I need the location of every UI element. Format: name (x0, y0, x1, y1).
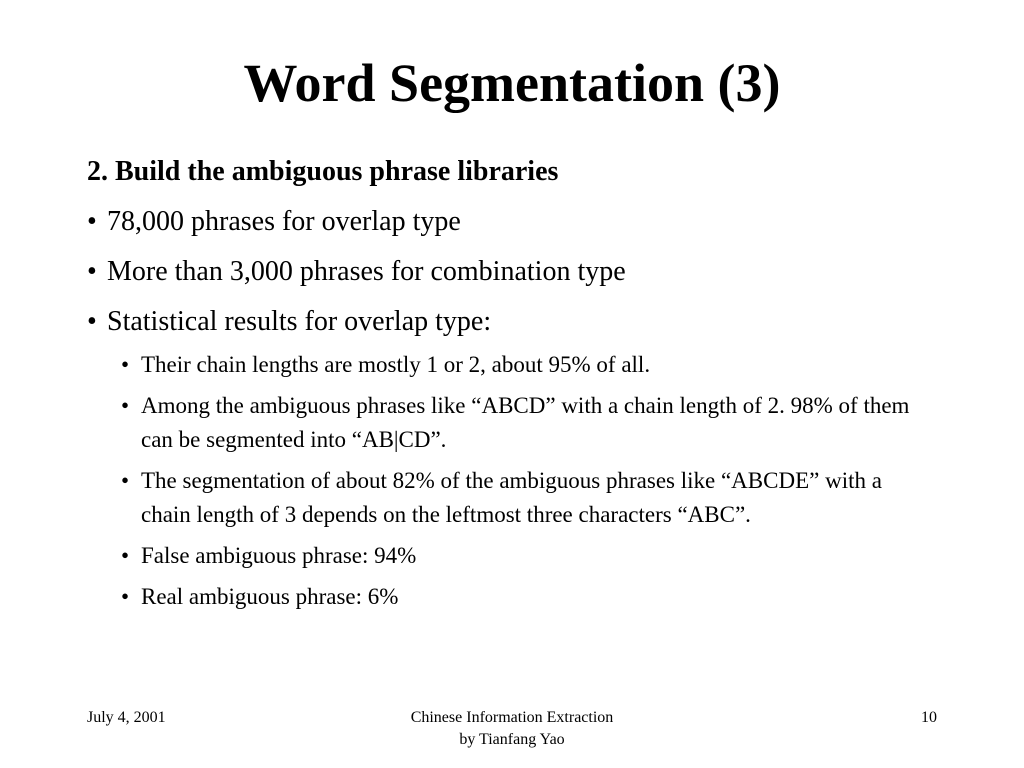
footer-author: by Tianfang Yao (459, 731, 565, 748)
footer-title-line1: Chinese Information Extraction (410, 709, 614, 726)
sub-bullet-text: Their chain lengths are mostly 1 or 2, about 95% of all. (141, 352, 651, 377)
section-heading: 2. Build the ambiguous phrase libraries (87, 156, 559, 187)
bullet-text: More than 3,000 phrases for combination type (107, 256, 626, 287)
bullet-item-overlap-count (87, 200, 957, 244)
bullet-icon: • (121, 468, 130, 493)
bullet-item-combination-count (87, 250, 957, 294)
bullet-icon: • (121, 352, 130, 377)
slide-title: Word Segmentation (3) (243, 53, 781, 113)
page-number: 10 (921, 709, 937, 726)
sub-bullet-item-chain-lengths (87, 348, 931, 382)
sub-bullet-item-real-ambiguous (87, 580, 931, 614)
slide-content (87, 150, 957, 621)
footer-title (312, 707, 712, 751)
bullet-text: 78,000 phrases for overlap type (107, 206, 461, 237)
sub-bullet-text: The segmentation of about 82% of the ambiguous phrases like “ABCDE” with a chain length of 3 depends on the leftmost three characters “ABC”. (141, 468, 882, 527)
bullet-icon: • (87, 306, 97, 337)
sub-bullet-text: Real ambiguous phrase: 6% (141, 584, 399, 609)
sub-bullet-item-abcd (87, 389, 931, 457)
sub-bullet-text: False ambiguous phrase: 94% (141, 543, 417, 568)
bullet-item-statistical-results (87, 300, 957, 344)
bullet-text: Statistical results for overlap type: (107, 306, 492, 337)
bullet-icon: • (87, 206, 97, 237)
bullet-icon: • (87, 256, 97, 287)
bullet-list (87, 200, 957, 344)
footer-date: July 4, 2001 (87, 709, 166, 726)
sub-bullet-text: Among the ambiguous phrases like “ABCD” with a chain length of 2. 98% of them can be segmented into “AB|CD”. (141, 393, 910, 452)
bullet-icon: • (121, 393, 130, 418)
sub-bullet-item-false-ambiguous (87, 539, 931, 573)
sub-bullet-item-abcde (87, 464, 931, 532)
sub-bullet-list (87, 348, 957, 614)
bullet-icon: • (121, 543, 130, 568)
bullet-icon: • (121, 584, 130, 609)
